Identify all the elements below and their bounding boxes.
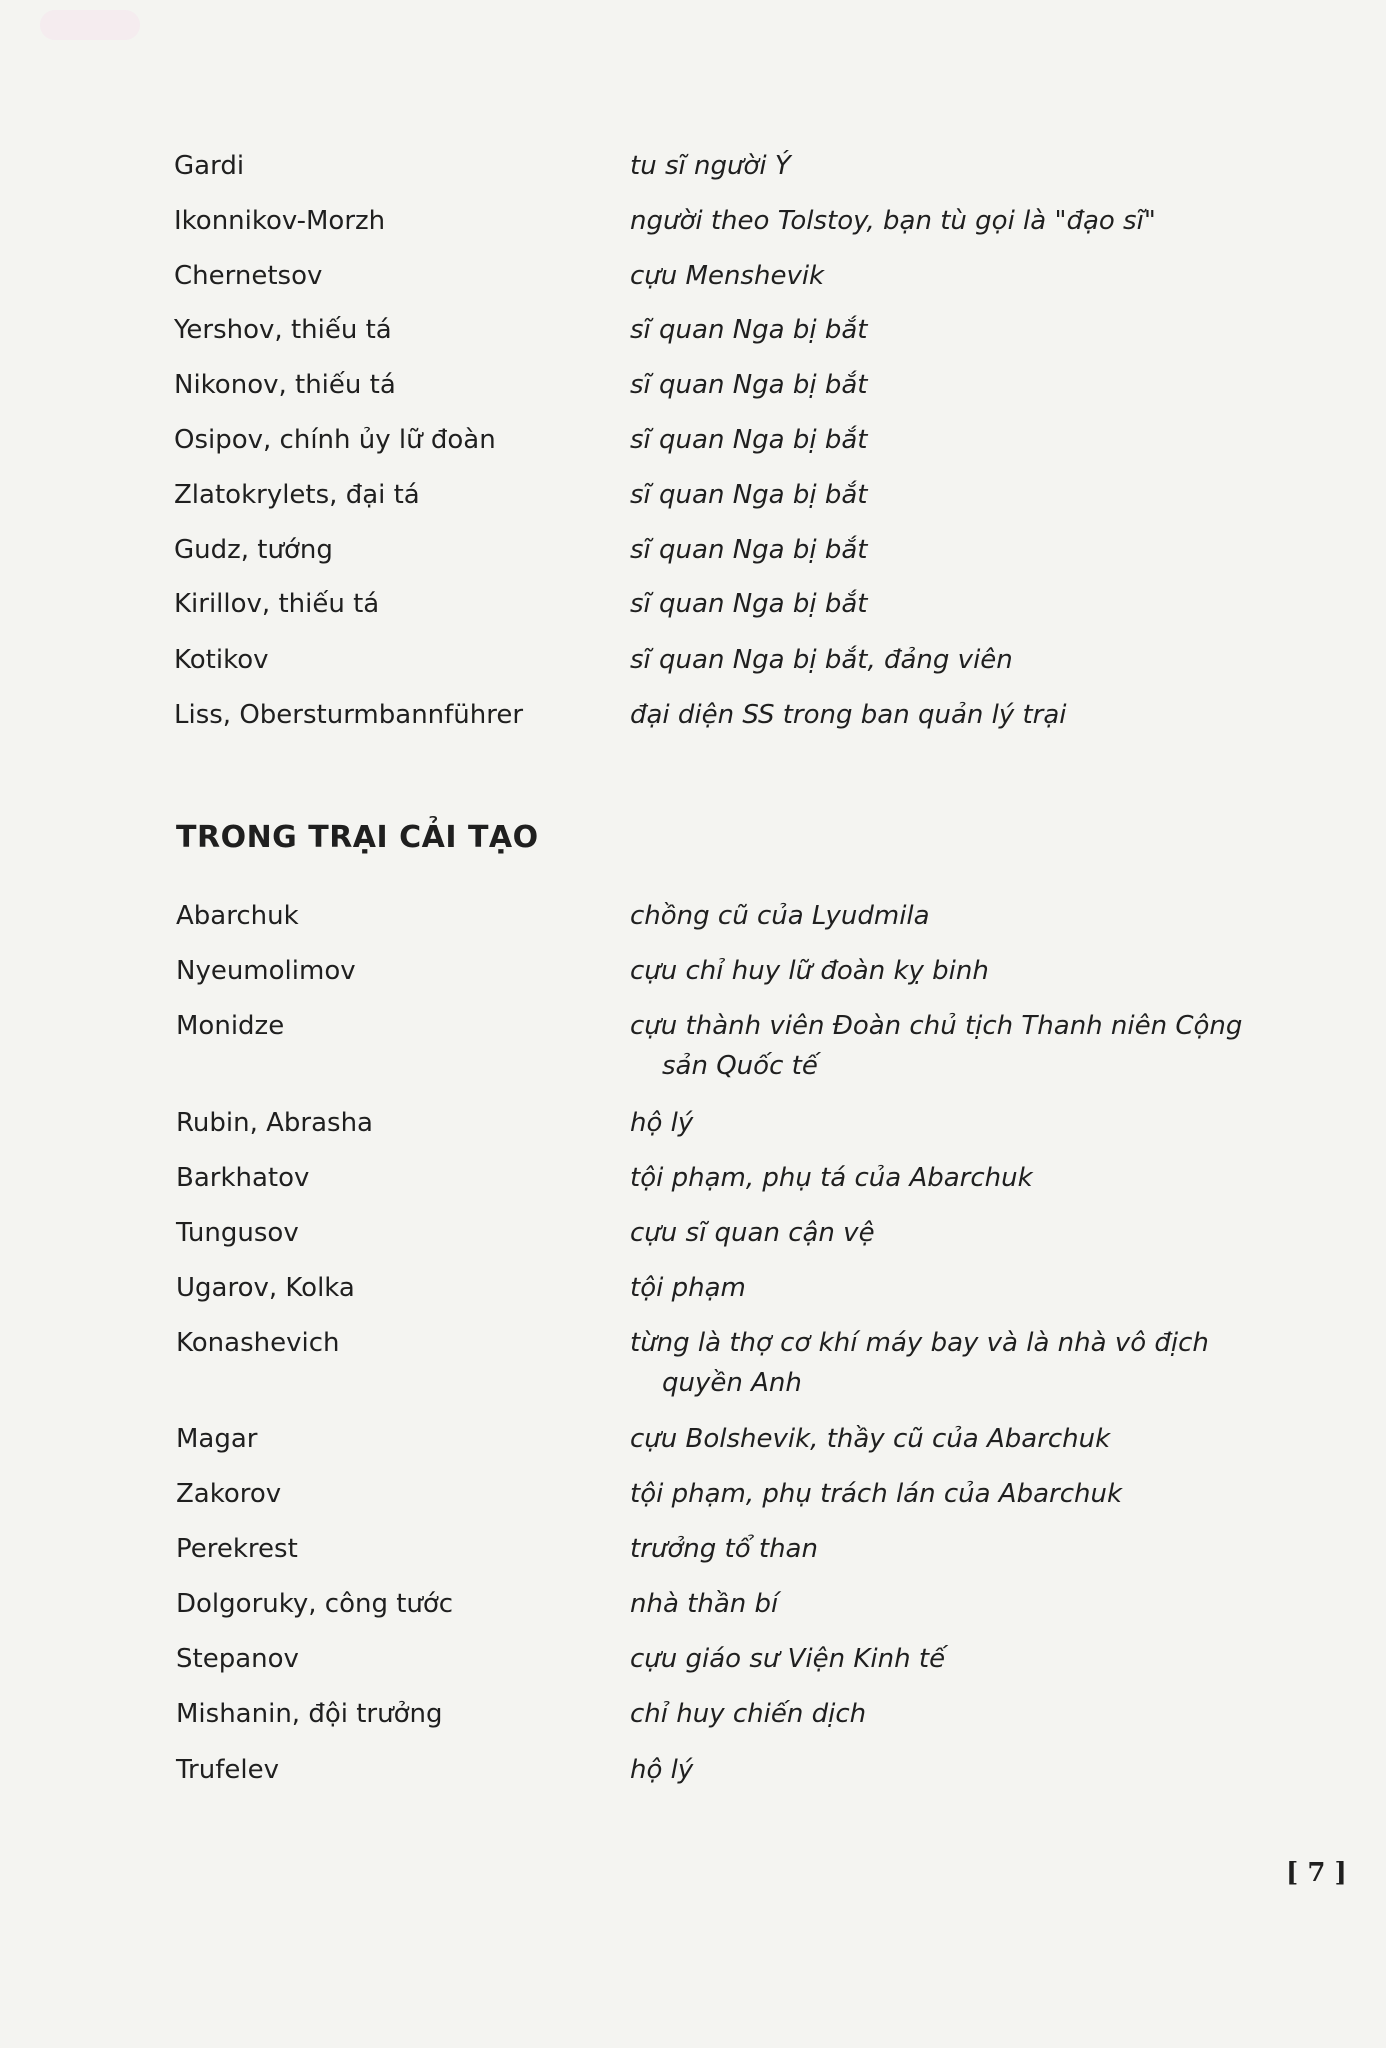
character-description: sĩ quan Nga bị bắt — [630, 535, 868, 565]
character-name: Kotikov — [174, 645, 269, 675]
character-description: tội phạm, phụ tá của Abarchuk — [630, 1163, 1033, 1193]
character-name: Yershov, thiếu tá — [174, 315, 392, 345]
corner-mark — [40, 10, 140, 40]
character-description: sĩ quan Nga bị bắt — [630, 589, 868, 619]
character-name: Rubin, Abrasha — [176, 1108, 373, 1138]
character-name: Chernetsov — [174, 261, 323, 291]
character-name: Ikonnikov-Morzh — [174, 206, 386, 236]
character-name: Barkhatov — [176, 1163, 310, 1193]
character-description: chồng cũ của Lyudmila — [630, 901, 930, 931]
character-description: sĩ quan Nga bị bắt — [630, 480, 868, 510]
character-description: cựu sĩ quan cận vệ — [630, 1218, 875, 1248]
character-name: Mishanin, đội trưởng — [176, 1699, 443, 1729]
character-description: tội phạm, phụ trách lán của Abarchuk — [630, 1479, 1123, 1509]
description-line-1: cựu thành viên Đoàn chủ tịch Thanh niên Cộng — [630, 1011, 1243, 1041]
description-line-2: sản Quốc tế — [662, 1051, 818, 1081]
character-description: nhà thần bí — [630, 1589, 779, 1619]
character-description: sĩ quan Nga bị bắt — [630, 315, 868, 345]
character-name: Zakorov — [176, 1479, 282, 1509]
character-name: Stepanov — [176, 1644, 299, 1674]
character-name: Monidze — [176, 1011, 285, 1041]
character-name: Kirillov, thiếu tá — [174, 589, 380, 619]
character-name: Zlatokrylets, đại tá — [174, 480, 420, 510]
character-name: Osipov, chính ủy lữ đoàn — [174, 425, 496, 455]
character-name: Nikonov, thiếu tá — [174, 370, 396, 400]
character-description: cựu giáo sư Viện Kinh tế — [630, 1644, 946, 1674]
character-name: Dolgoruky, công tước — [176, 1589, 454, 1619]
character-description: sĩ quan Nga bị bắt, đảng viên — [630, 645, 1013, 675]
character-description: tội phạm — [630, 1273, 746, 1303]
character-description: tu sĩ người Ý — [630, 151, 791, 181]
character-description — [630, 1323, 1250, 1403]
character-name: Gudz, tướng — [174, 535, 333, 565]
character-description: chỉ huy chiến dịch — [630, 1699, 867, 1729]
character-name: Gardi — [174, 151, 245, 181]
character-name: Ugarov, Kolka — [176, 1273, 355, 1303]
character-name: Nyeumolimov — [176, 956, 356, 986]
character-description: cựu Menshevik — [630, 261, 825, 291]
character-description: hộ lý — [630, 1755, 694, 1785]
character-description: trưởng tổ than — [630, 1534, 818, 1564]
character-name: Abarchuk — [176, 901, 299, 931]
character-description: cựu Bolshevik, thầy cũ của Abarchuk — [630, 1424, 1111, 1454]
character-name: Trufelev — [176, 1755, 279, 1785]
character-name: Perekrest — [176, 1534, 298, 1564]
character-description: sĩ quan Nga bị bắt — [630, 370, 868, 400]
character-description: sĩ quan Nga bị bắt — [630, 425, 868, 455]
character-description — [630, 1006, 1250, 1086]
character-description: cựu chỉ huy lữ đoàn kỵ binh — [630, 956, 989, 986]
description-line-1: từng là thợ cơ khí máy bay và là nhà vô địch — [630, 1328, 1209, 1358]
character-name: Konashevich — [176, 1328, 340, 1358]
character-name: Tungusov — [176, 1218, 299, 1248]
section-heading: TRONG TRẠI CẢI TẠO — [176, 820, 539, 855]
character-name: Magar — [176, 1424, 258, 1454]
character-name: Liss, Obersturmbannführer — [174, 700, 524, 730]
character-description: hộ lý — [630, 1108, 694, 1138]
description-line-2: quyền Anh — [662, 1368, 802, 1398]
character-description: người theo Tolstoy, bạn tù gọi là "đạo sĩ" — [630, 206, 1156, 236]
page-number: [ 7 ] — [1286, 1858, 1347, 1888]
character-description: đại diện SS trong ban quản lý trại — [630, 700, 1067, 730]
